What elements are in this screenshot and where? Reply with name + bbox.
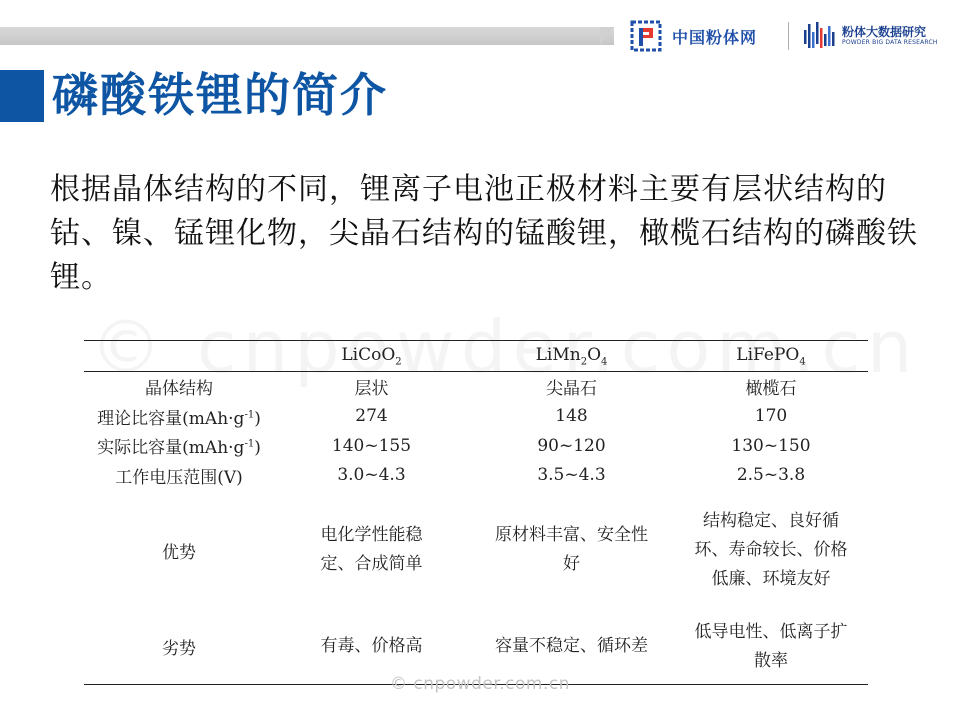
row-label: 实际比容量$(mAh\cdot g^{-1})$: [97, 438, 261, 459]
table-cell: 3.0~4.3: [337, 465, 406, 486]
page-title: 磷酸铁锂的简介: [52, 68, 388, 122]
table-cell: 274: [355, 406, 388, 427]
table-cell: 148: [555, 406, 588, 427]
header-empty: [84, 341, 274, 372]
table-cell: 容量不稳定、循环差: [469, 610, 674, 684]
table-header-row: [84, 341, 868, 372]
table-row: [84, 372, 868, 402]
table-cell: 有毒、价格高: [274, 610, 469, 684]
row-label: 晶体结构: [145, 379, 213, 400]
logo2-english-text: POWDER BIG DATA RESEARCH: [842, 39, 938, 46]
table-row: [84, 402, 868, 432]
table-row: [84, 461, 868, 491]
header-limn2o4: $LiMn_2O_4$: [469, 341, 674, 372]
bar-chart-logo-icon: [802, 20, 838, 52]
table-cell: 140~155: [331, 435, 412, 456]
table-row: [84, 431, 868, 461]
table-cell: 低导电性、低离子扩散率: [674, 610, 868, 684]
table-cell: 原材料丰富、安全性好: [495, 525, 648, 574]
row-label: 劣势: [84, 610, 274, 684]
powder-big-data-logo[interactable]: [802, 18, 938, 54]
header-lifepo4: LiFePO$_4$: [674, 341, 868, 372]
table-cell: 170: [754, 406, 788, 427]
table-cell: 层状: [354, 379, 389, 400]
table-row: [84, 610, 868, 684]
intro-paragraph: 根据晶体结构的不同，锂离子电池正极材料主要有层状结构的钴、镍、锰锂化物，尖晶石结构的锰酸锂，橄榄石结构的磷酸铁锂。: [50, 172, 918, 295]
header-licoo2: LiCoO$_2$: [274, 341, 469, 372]
table-cell: 橄榄石: [745, 379, 797, 400]
watermark-footer: © cnpowder.com.cn: [389, 674, 571, 694]
logo-divider: [788, 22, 789, 50]
cathode-comparison-table: [84, 340, 868, 685]
header-band-tip: [600, 27, 614, 45]
cnpowder-logo[interactable]: [630, 20, 757, 52]
header-gray-band: [0, 27, 614, 45]
table-row: [84, 490, 868, 610]
cnpowder-logo-text: 中国粉体网: [672, 27, 758, 47]
cnpowder-logo-icon: [630, 20, 666, 52]
table-cell: 3.5~4.3: [537, 465, 606, 486]
row-label: 工作电压范围(V): [115, 467, 243, 488]
table-cell: 结构稳定、良好循环、寿命较长、价格低廉、环境友好: [694, 510, 848, 589]
row-label: 理论比容量$(mAh\cdot g^{-1})$: [97, 408, 261, 429]
row-label: 优势: [162, 542, 196, 563]
title-accent-block: [0, 70, 44, 122]
table-cell: 130~150: [731, 435, 811, 456]
table-cell: 2.5~3.8: [736, 465, 806, 486]
table-cell: 电化学性能稳定、合成简单: [320, 525, 423, 574]
table-cell: 尖晶石: [546, 379, 597, 400]
logo2-chinese-text: 粉体大数据研究: [842, 25, 927, 39]
table-cell: 90~120: [537, 435, 606, 456]
